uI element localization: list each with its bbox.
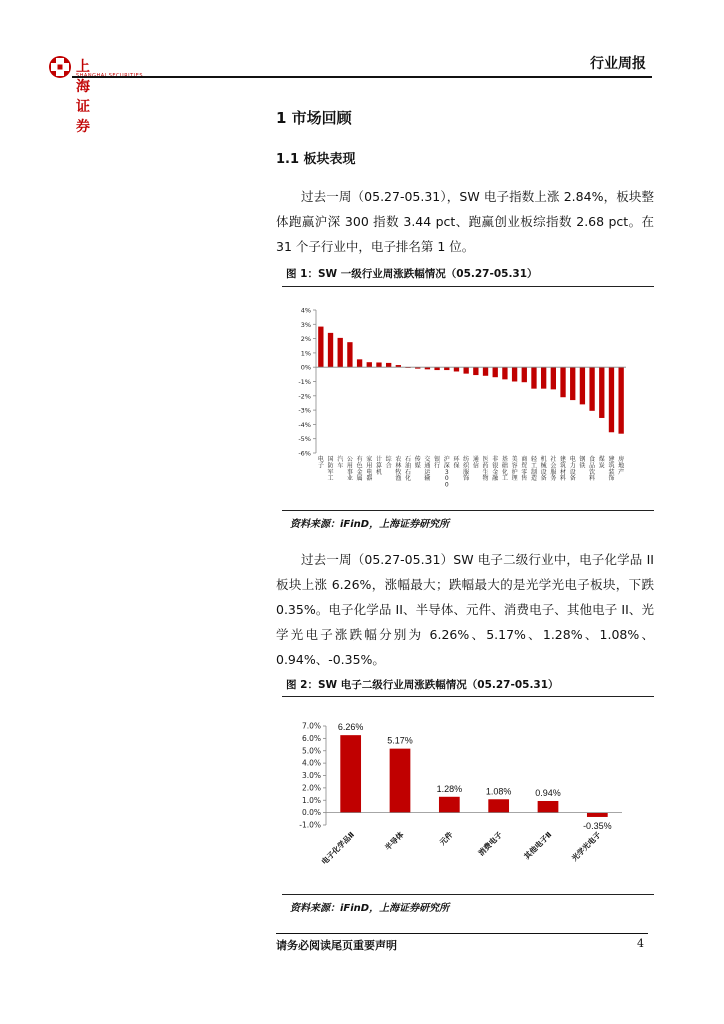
bar <box>376 362 381 367</box>
bar <box>454 367 459 371</box>
bar <box>570 367 575 400</box>
data-label: 1.08% <box>485 786 512 797</box>
category-label: 通信 <box>472 456 479 470</box>
category-label: 公用事业 <box>346 456 353 483</box>
bar <box>357 359 362 367</box>
bar <box>587 813 608 817</box>
y-tick-label: -1% <box>298 378 311 386</box>
category-label: 建筑装饰 <box>608 456 615 483</box>
bar <box>493 367 498 377</box>
bar <box>618 367 623 433</box>
bar <box>522 367 527 382</box>
y-tick-label: 0.0% <box>301 808 321 818</box>
logo-text: 上海证券 <box>76 59 91 135</box>
y-tick-label: -4% <box>298 420 311 429</box>
bar <box>386 363 391 367</box>
bar <box>444 367 449 370</box>
category-label: 农林牧渔 <box>395 456 402 483</box>
category-label: 汽车 <box>337 456 344 470</box>
category-label: 沪深 3 0 0 <box>443 456 450 489</box>
category-label: 有色金属 <box>356 456 363 483</box>
category-label: 钢铁 <box>579 456 586 470</box>
category-label: 电力设备 <box>569 456 576 483</box>
y-tick-label: 5.0% <box>301 746 321 756</box>
bar <box>580 367 585 404</box>
y-tick-label: 0% <box>300 363 311 372</box>
bar <box>560 367 565 397</box>
category-label: 社会服务 <box>550 456 557 483</box>
category-label: 交通运输 <box>424 456 431 483</box>
footer-disclaimer: 请务必阅读尾页重要声明 <box>276 939 397 952</box>
footer-divider <box>276 933 648 934</box>
figure-1-chart <box>282 300 654 508</box>
figure-1-title: 图 1：SW 一级行业周涨跌幅情况（05.27-05.31） <box>286 268 538 280</box>
category-label: 电子 <box>317 456 324 470</box>
y-tick-label: -6% <box>298 449 311 458</box>
bar <box>347 342 352 367</box>
bar <box>538 801 559 813</box>
category-label: 银行 <box>434 456 441 470</box>
figure-1-source: 资料来源：iFinD，上海证券研究所 <box>290 519 450 530</box>
bar <box>502 367 507 379</box>
category-label: 电子化学品Ⅱ <box>319 830 357 867</box>
category-label: 环保 <box>453 456 460 470</box>
data-label: 6.26% <box>337 722 364 733</box>
bar <box>609 367 614 432</box>
category-label: 机械设备 <box>540 456 547 483</box>
category-label: 计算机 <box>375 456 382 476</box>
bar <box>473 367 478 375</box>
bar <box>512 367 517 381</box>
data-label: 5.17% <box>387 735 413 746</box>
y-tick-label: -5% <box>298 435 311 444</box>
y-tick-label: 2% <box>300 335 311 344</box>
category-label: 非银金融 <box>492 456 499 483</box>
category-label: 基础化工 <box>501 456 508 483</box>
category-label: 其他电子Ⅱ <box>522 830 554 862</box>
category-label: 医药生物 <box>482 456 489 483</box>
y-tick-label: 3% <box>300 320 311 329</box>
category-label: 半导体 <box>383 830 406 853</box>
bar <box>338 338 343 367</box>
bar <box>599 367 604 418</box>
section-heading: 1 市场回顾 <box>276 109 352 127</box>
y-tick-label: 3.0% <box>301 771 321 780</box>
figure-2-source: 资料来源：iFinD，上海证券研究所 <box>290 903 450 914</box>
subsection-heading: 1.1 板块表现 <box>276 152 356 167</box>
category-label: 综合 <box>385 456 392 470</box>
page-number: 4 <box>637 937 644 950</box>
bar <box>318 327 323 368</box>
category-label: 石油石化 <box>405 456 412 483</box>
category-label: 元件 <box>437 830 455 848</box>
data-label: 0.94% <box>535 787 561 798</box>
figure-2-top-rule <box>282 696 654 697</box>
y-tick-label: -2% <box>298 392 311 401</box>
bar <box>340 735 361 812</box>
bar <box>551 367 556 389</box>
figure-1-bottom-rule <box>282 510 654 511</box>
category-label: 消费电子 <box>476 830 505 858</box>
figure-1-top-rule <box>282 286 654 287</box>
report-type: 行业周报 <box>590 56 646 72</box>
category-label: 光学光电子 <box>569 830 603 863</box>
category-label: 家用电器 <box>366 456 373 483</box>
bar <box>367 362 372 367</box>
category-label: 煤炭 <box>598 456 605 470</box>
category-label: 国防军工 <box>327 456 334 483</box>
category-label: 商贸零售 <box>521 456 528 483</box>
header-divider <box>72 76 652 78</box>
figure-2-chart <box>282 708 654 894</box>
bar <box>463 367 468 373</box>
y-tick-label: -1.0% <box>299 820 321 830</box>
bar <box>589 367 594 411</box>
bar <box>328 333 333 367</box>
figure-2-title: 图 2：SW 电子二级行业周涨跌幅情况（05.27-05.31） <box>286 679 559 691</box>
category-label: 纺织服饰 <box>463 456 470 483</box>
y-tick-label: 4.0% <box>301 758 321 768</box>
y-tick-label: 4% <box>300 306 311 315</box>
logo-emblem-icon <box>48 55 72 79</box>
category-label: 美容护理 <box>511 456 518 483</box>
category-label: 房地产 <box>618 456 625 476</box>
y-tick-label: 1.0% <box>301 795 321 805</box>
category-label: 建筑材料 <box>560 456 567 483</box>
bar <box>390 749 411 813</box>
y-tick-label: 1% <box>300 349 311 358</box>
bar <box>541 367 546 388</box>
figure-2-bottom-rule <box>282 894 654 895</box>
bar <box>488 799 509 812</box>
bar <box>483 367 488 376</box>
bar <box>531 367 536 388</box>
y-tick-label: 6.0% <box>301 733 321 743</box>
y-tick-label: -3% <box>298 406 311 415</box>
data-label: 1.28% <box>436 783 463 794</box>
bar <box>439 797 460 813</box>
paragraph-2: 过去一周（05.27-05.31）SW 电子二级行业中，电子化学品 II 板块上涨 6.26%，涨幅最大；跌幅最大的是光学光电子板块，下跌 0.35%。电子化学品 II、半导体、元件、消费电子、其他电子 II、光学光电子涨跌幅分别为 6.26%、5.17%、1.28%、1.08%、0.94%、-0.35%。 <box>276 552 654 667</box>
y-tick-label: 2.0% <box>301 783 321 793</box>
category-label: 传媒 <box>414 456 421 470</box>
data-label: -0.35% <box>583 820 612 831</box>
bar <box>434 367 439 370</box>
y-tick-label: 7.0% <box>301 721 321 731</box>
paragraph-1: 过去一周（05.27-05.31），SW 电子指数上涨 2.84%，板块整体跑赢沪深 300 指数 3.44 pct、跑赢创业板综指数 2.68 pct。在 31 个子行业中，电子排名第 1 位。 <box>276 189 654 254</box>
category-label: 轻工制造 <box>530 456 537 483</box>
category-label: 食品饮料 <box>589 456 596 483</box>
